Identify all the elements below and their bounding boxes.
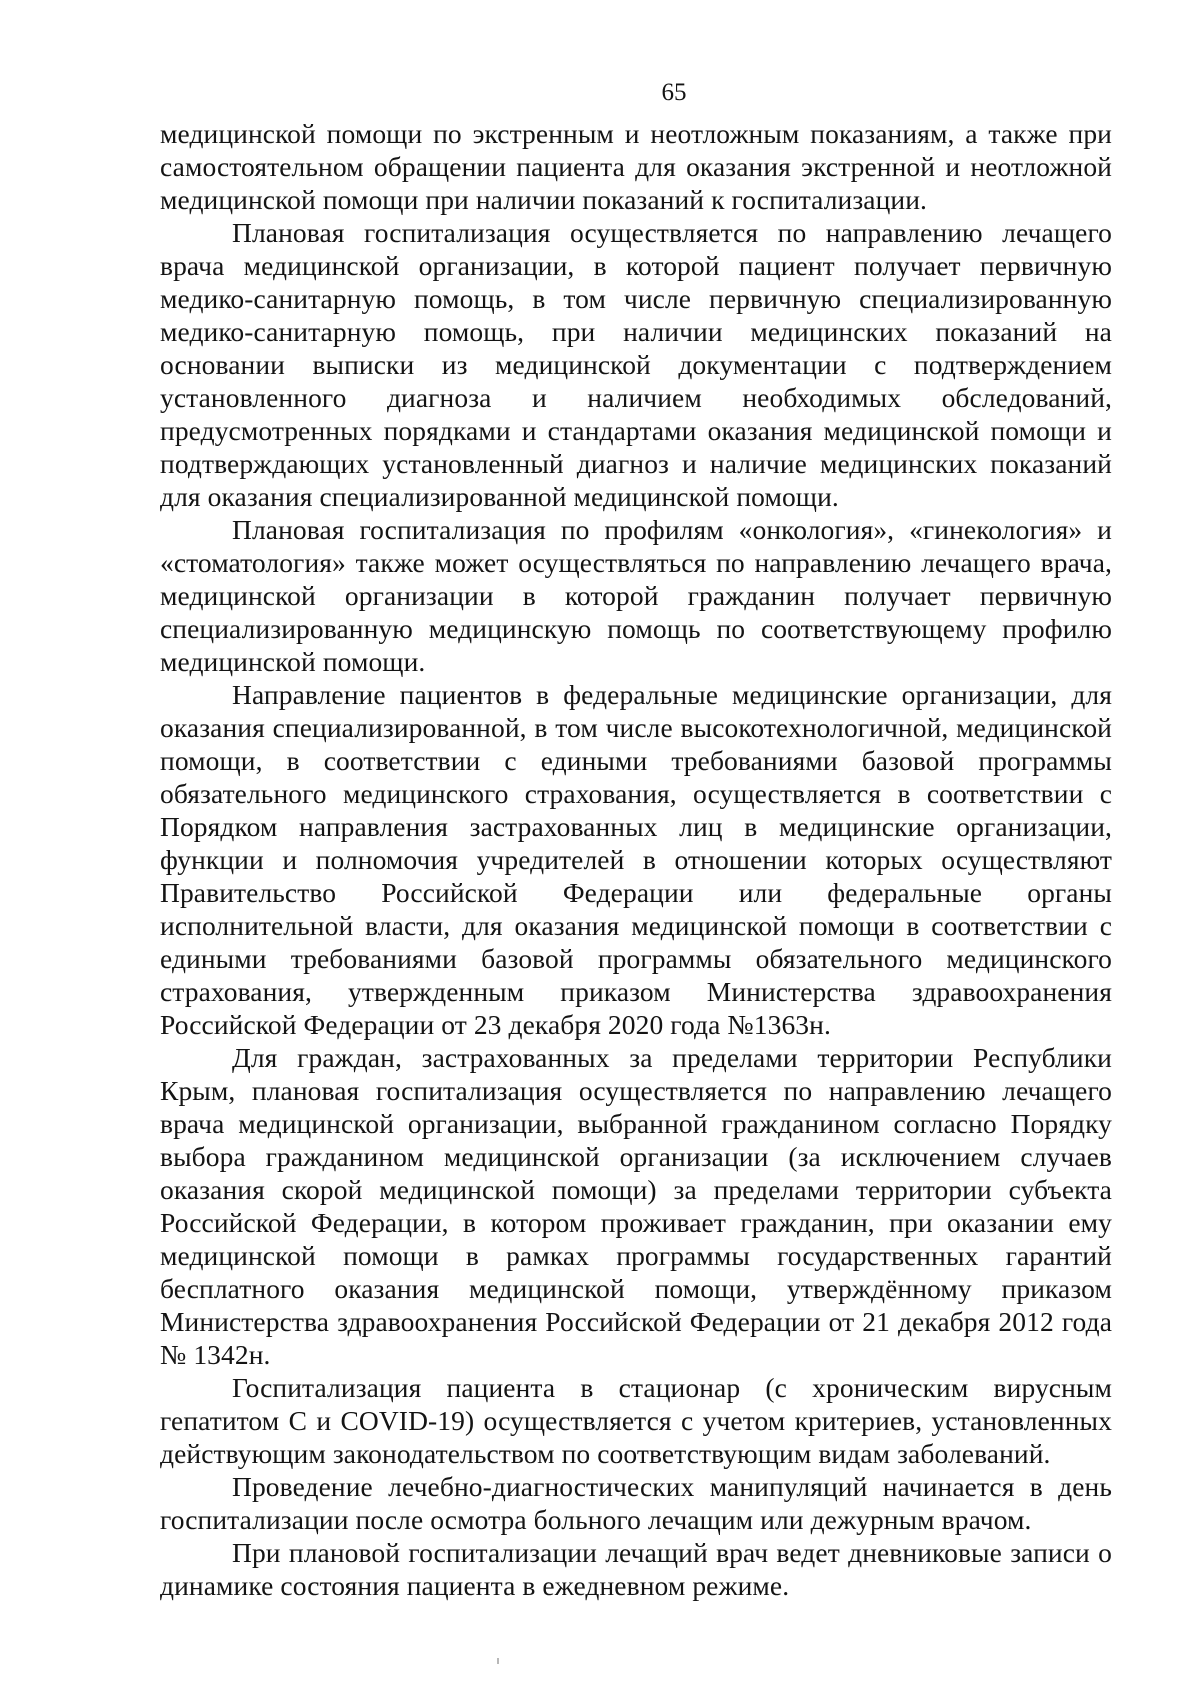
paragraph-diagnostic-procedures: Проведение лечебно-диагностических манипуляций начинается в день госпитализации после осмотра больного лечащим или дежурным врачом. [160, 1471, 1112, 1535]
paragraph-hepatitis-covid-hospitalization: Госпитализация пациента в стационар (с хроническим вирусным гепатитом С и COVID-19) осуществляется с учетом критериев, установленных действующим законодательством по соответствующим видам заболеваний. [160, 1372, 1112, 1469]
paragraph-planned-hospitalization: Плановая госпитализация осуществляется по направлению лечащего врача медицинской организации, в которой пациент получает первичную медико-санитарную помощь, в том числе первичную специализированную медико-санитарную помощь, при наличии медицинских показаний на основании выписки из медицинской документации с подтверждением установленного диагноза и наличием необходимых обследований, предусмотренных порядками и стандартами оказания медицинской помощи и подтверждающих установленный диагноз и наличие медицинских показаний для оказания специализированной медицинской помощи. [160, 217, 1112, 512]
document-body [160, 117, 1112, 1602]
paragraph-daily-records: При плановой госпитализации лечащий врач ведет дневниковые записи о динамике состояния пациента в ежедневном режиме. [160, 1537, 1112, 1601]
scan-artifact [497, 1658, 499, 1664]
page-number: 65 [661, 79, 687, 106]
paragraph-federal-referral: Направление пациентов в федеральные медицинские организации, для оказания специализированной, в том числе высокотехнологичной, медицинской помощи, в соответствии с едиными требованиями базовой программы обязательного медицинского страхования, осуществляется в соответствии с Порядком направления застрахованных лиц в медицинские организации, функции и полномочия учредителей в отношении которых осуществляют Правительство Российской Федерации или федеральные органы исполнительной власти, для оказания медицинской помощи в соответствии с едиными требованиями базовой программы обязательного медицинского страхования, утвержденным приказом Министерства здравоохранения Российской Федерации от 23 декабря 2020 года №1363н. [160, 679, 1112, 1040]
paragraph-continuation: медицинской помощи по экстренным и неотложным показаниям, а также при самостоятельном обращении пациента для оказания экстренной и неотложной медицинской помощи при наличии показаний к госпитализации. [160, 118, 1112, 215]
paragraph-out-of-region-citizens: Для граждан, застрахованных за пределами территории Республики Крым, плановая госпитализация осуществляется по направлению лечащего врача медицинской организации, выбранной гражданином согласно Порядку выбора гражданином медицинской организации (за исключением случаев оказания скорой медицинской помощи) за пределами территории субъекта Российской Федерации, в котором проживает гражданин, при оказании ему медицинской помощи в рамках программы государственных гарантий бесплатного оказания медицинской помощи, утверждённому приказом Министерства здравоохранения Российской Федерации от 21 декабря 2012 года № 1342н. [160, 1042, 1112, 1370]
paragraph-profile-hospitalization: Плановая госпитализация по профилям «онкология», «гинекология» и «стоматология» также может осуществляться по направлению лечащего врача, медицинской организации в которой гражданин получает первичную специализированную медицинскую помощь по соответствующему профилю медицинской помощи. [160, 514, 1112, 677]
